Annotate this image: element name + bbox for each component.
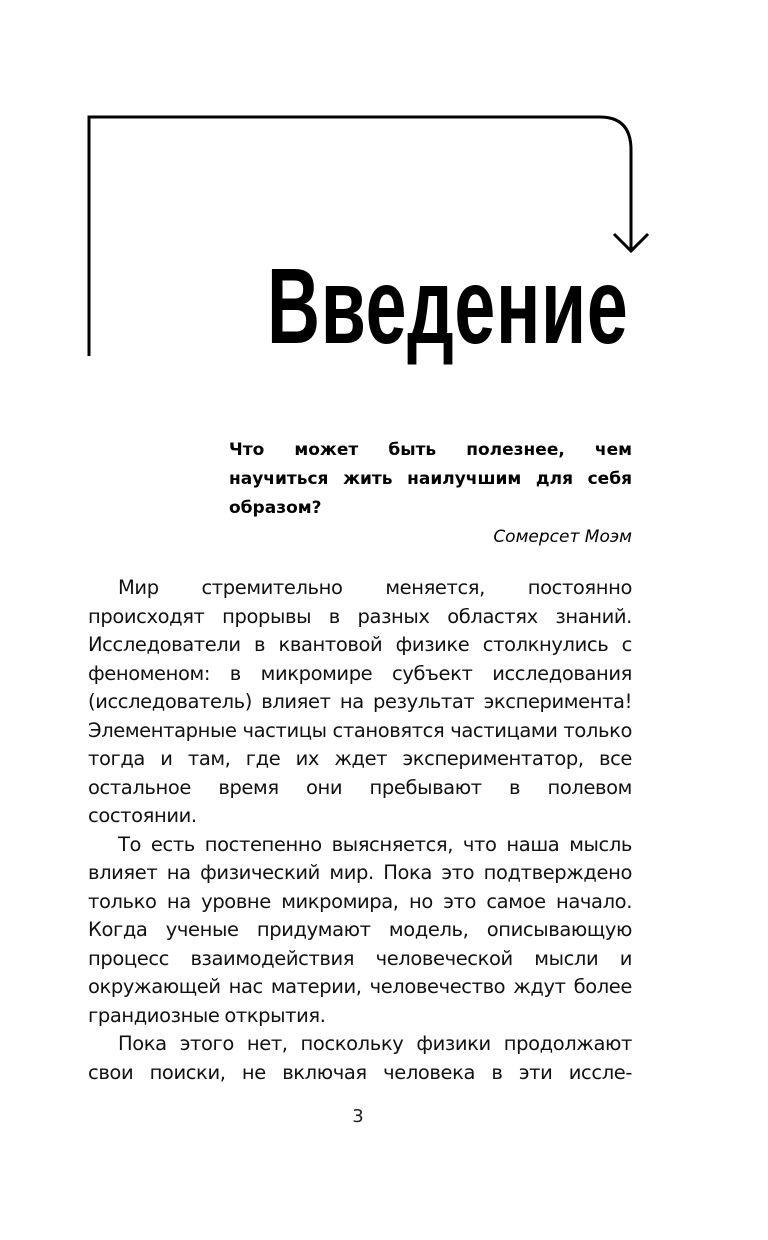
paragraph-2: То есть постепенно выясняется, что наша мысль влияет на физический мир. Пока это подтверждено только на уровне микромира, но это самое начало. Когда ученые придумают модель, описывающую процесс взаимодействия человеческой мысли и окружающей нас материи, человечество ждут более грандиозные открытия. bbox=[88, 832, 632, 1027]
paragraph-1: Мир стремительно меняется, постоянно происходят прорывы в разных областях знаний. Исследователи в квантовой физике столкнулись с феноменом: в микромире субъект исследования (исследователь) влияет на результат эксперимента! Элементарные частицы становятся частицами только тогда и там, где их ждет экспериментатор, все остальное время они пребывают в полевом состоянии. bbox=[88, 576, 632, 827]
page-number: 3 bbox=[352, 1106, 364, 1127]
epigraph-quote: Что может быть полезнее, чем научиться жить наилучшим для себя образом? bbox=[229, 440, 632, 518]
chapter-title: Введение bbox=[266, 245, 628, 366]
paragraph-3: Пока этого нет, поскольку физики продолжают свои поиски, не включая человека в эти иссле- bbox=[88, 1032, 632, 1084]
epigraph bbox=[229, 436, 632, 551]
epigraph-author: Сомерсет Моэм bbox=[493, 527, 632, 547]
body-text bbox=[88, 574, 632, 1087]
